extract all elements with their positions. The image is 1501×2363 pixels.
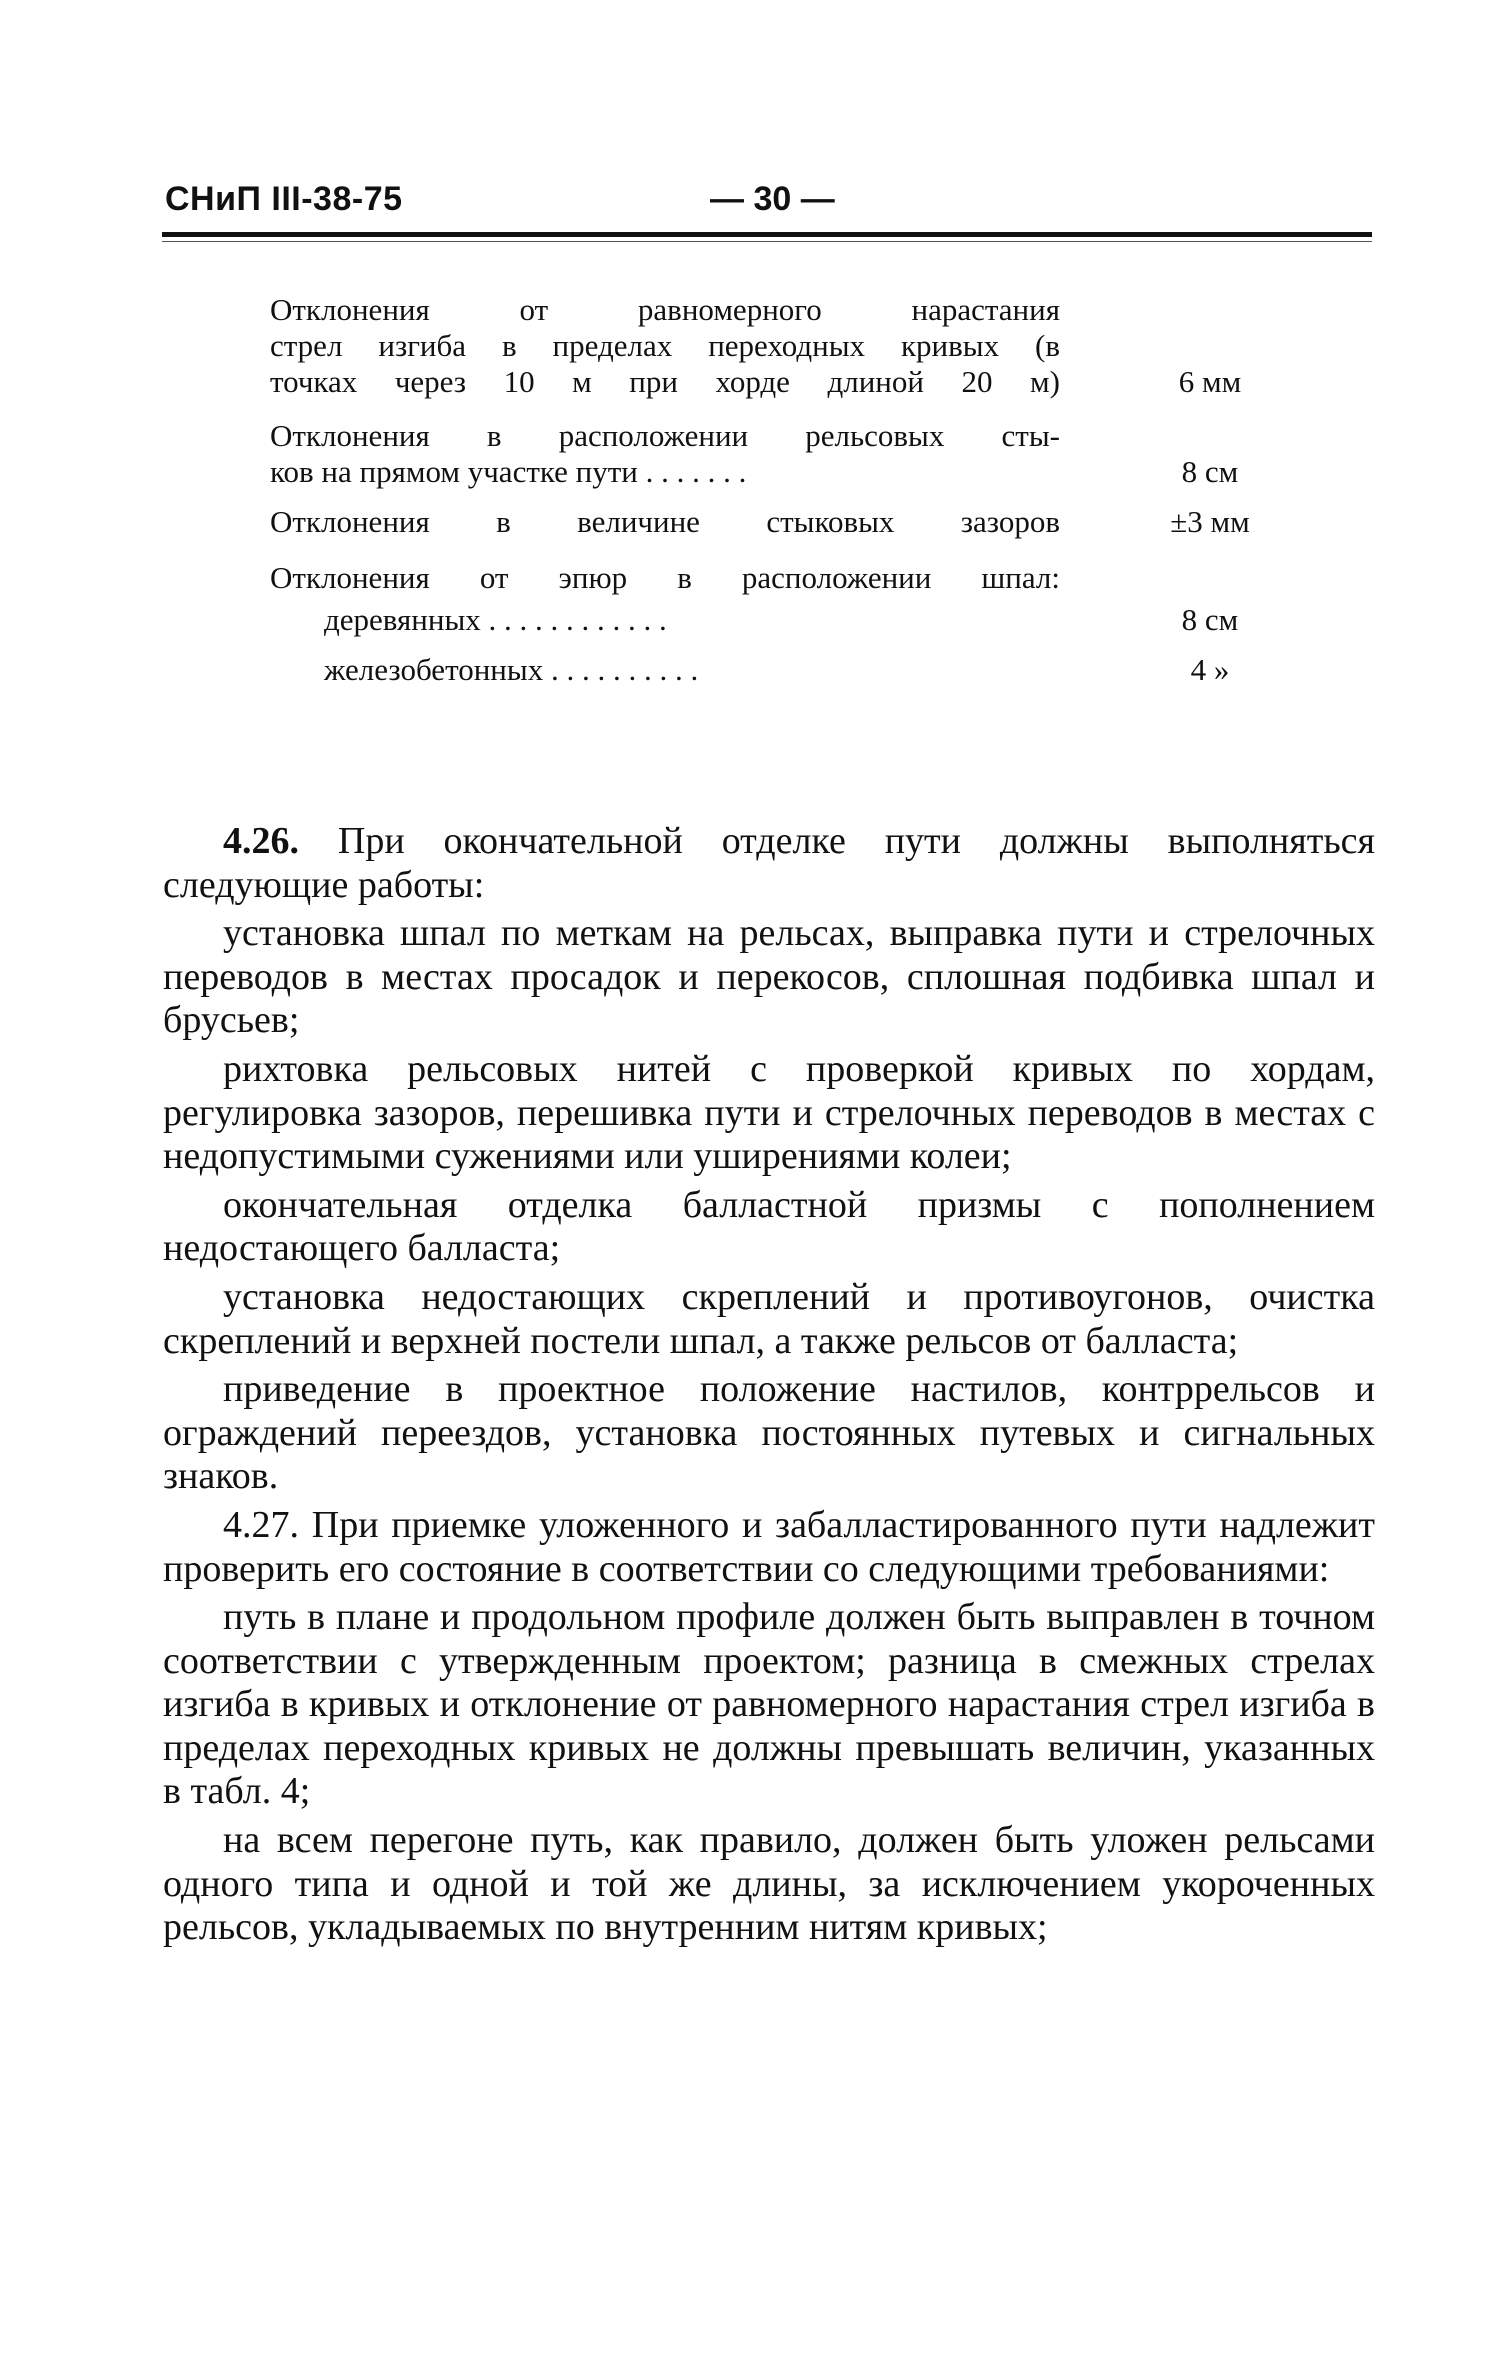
paragraph-text: При приемке уложенного и забалластированного пути надлежит проверить его состояние в соответствии со следующими требованиями:	[163, 1503, 1376, 1590]
tolerance-line: железобетонных . . . . . . . . . .	[324, 652, 699, 687]
paragraph-text: окончательная отделка балластной призмы с пополнением недостающего балласта;	[163, 1183, 1375, 1270]
document-code: СНиП III-38-75	[165, 180, 403, 218]
paragraph-text: установка шпал по меткам на рельсах, выправка пути и стрелочных переводов в местах просадок и перекосов, сплошная подбивка шпал и брусьев;	[163, 912, 1375, 1042]
tolerance-line: деревянных . . . . . . . . . . . .	[324, 602, 667, 637]
header-rule	[162, 232, 1372, 237]
tolerance-line: Отклонения от эпюр в расположении шпал:	[270, 560, 1060, 595]
tolerance-value: 8 см	[1181, 602, 1239, 637]
paragraph-4-27	[163, 1504, 1375, 1591]
tolerance-description	[270, 652, 1060, 688]
tolerance-description	[270, 560, 1060, 596]
paragraph	[163, 1048, 1375, 1179]
paragraph	[163, 1276, 1375, 1363]
paragraph	[163, 912, 1375, 1043]
tolerance-line: Отклонения в величине стыковых зазоров	[270, 504, 1060, 539]
tolerance-line: точках через 10 м при хорде длиной 20 м)	[270, 364, 1060, 399]
tolerance-value: 8 см	[1181, 454, 1239, 489]
tolerance-description	[270, 292, 1060, 400]
tolerance-line: стрел изгиба в пределах переходных кривых (в	[270, 328, 1060, 363]
tolerance-description	[270, 504, 1060, 540]
tolerance-line: Отклонения в расположении рельсовых сты-	[270, 418, 1060, 453]
tolerance-description	[270, 602, 1060, 638]
clause-number: 4.26.	[223, 820, 299, 862]
paragraph-text: рихтовка рельсовых нитей с проверкой кривых по хордам, регулировка зазоров, перешивка пути и стрелочных переводов в местах с недопустимыми сужениями или уширениями колеи;	[163, 1047, 1375, 1178]
tolerance-value: 4 »	[1190, 652, 1230, 687]
paragraph-text: на всем перегоне путь, как правило, должен быть уложен рельсами одного типа и одной и той же длины, за исключением укороченных рельсов, укладываемых по внутренним нитям кривых;	[163, 1819, 1375, 1949]
paragraph-4-26	[163, 820, 1375, 907]
body-text	[163, 820, 1375, 1950]
paragraph	[163, 1596, 1375, 1814]
clause-number: 4.27.	[223, 1503, 299, 1546]
tolerance-line: ков на прямом участке пути . . . . . . .	[270, 454, 747, 489]
paragraph-text: установка недостающих скреплений и противоугонов, очистка скреплений и верхней постели шпал, а также рельсов от балласта;	[163, 1275, 1375, 1362]
paragraph-text: приведение в проектное положение настилов, контррельсов и ограждений переездов, установка постоянных путевых и сигнальных знаков.	[163, 1368, 1375, 1498]
tolerance-value: 6 мм	[1178, 364, 1242, 399]
tolerance-line: Отклонения от равномерного нарастания	[270, 292, 1060, 327]
page-header	[165, 180, 1370, 230]
paragraph	[163, 1819, 1375, 1950]
tolerance-value: ±3 мм	[1170, 504, 1250, 539]
paragraph	[163, 1368, 1375, 1499]
paragraph-text: путь в плане и продольном профиле должен быть выправлен в точном соответствии с утвержденным проектом; разница в смежных стрелах изгиба в кривых и отклонение от равномерного нарастания стрел изгиба в пределах переходных кривых не должны превышать величин, указанных в табл. 4;	[163, 1596, 1375, 1813]
page-number: — 30 —	[710, 180, 835, 218]
paragraph	[163, 1184, 1375, 1271]
tolerance-description	[270, 418, 1060, 490]
header-rule-thin	[162, 241, 1372, 242]
paragraph-text: При окончательной отделке пути должны выполняться следующие работы:	[163, 820, 1376, 906]
